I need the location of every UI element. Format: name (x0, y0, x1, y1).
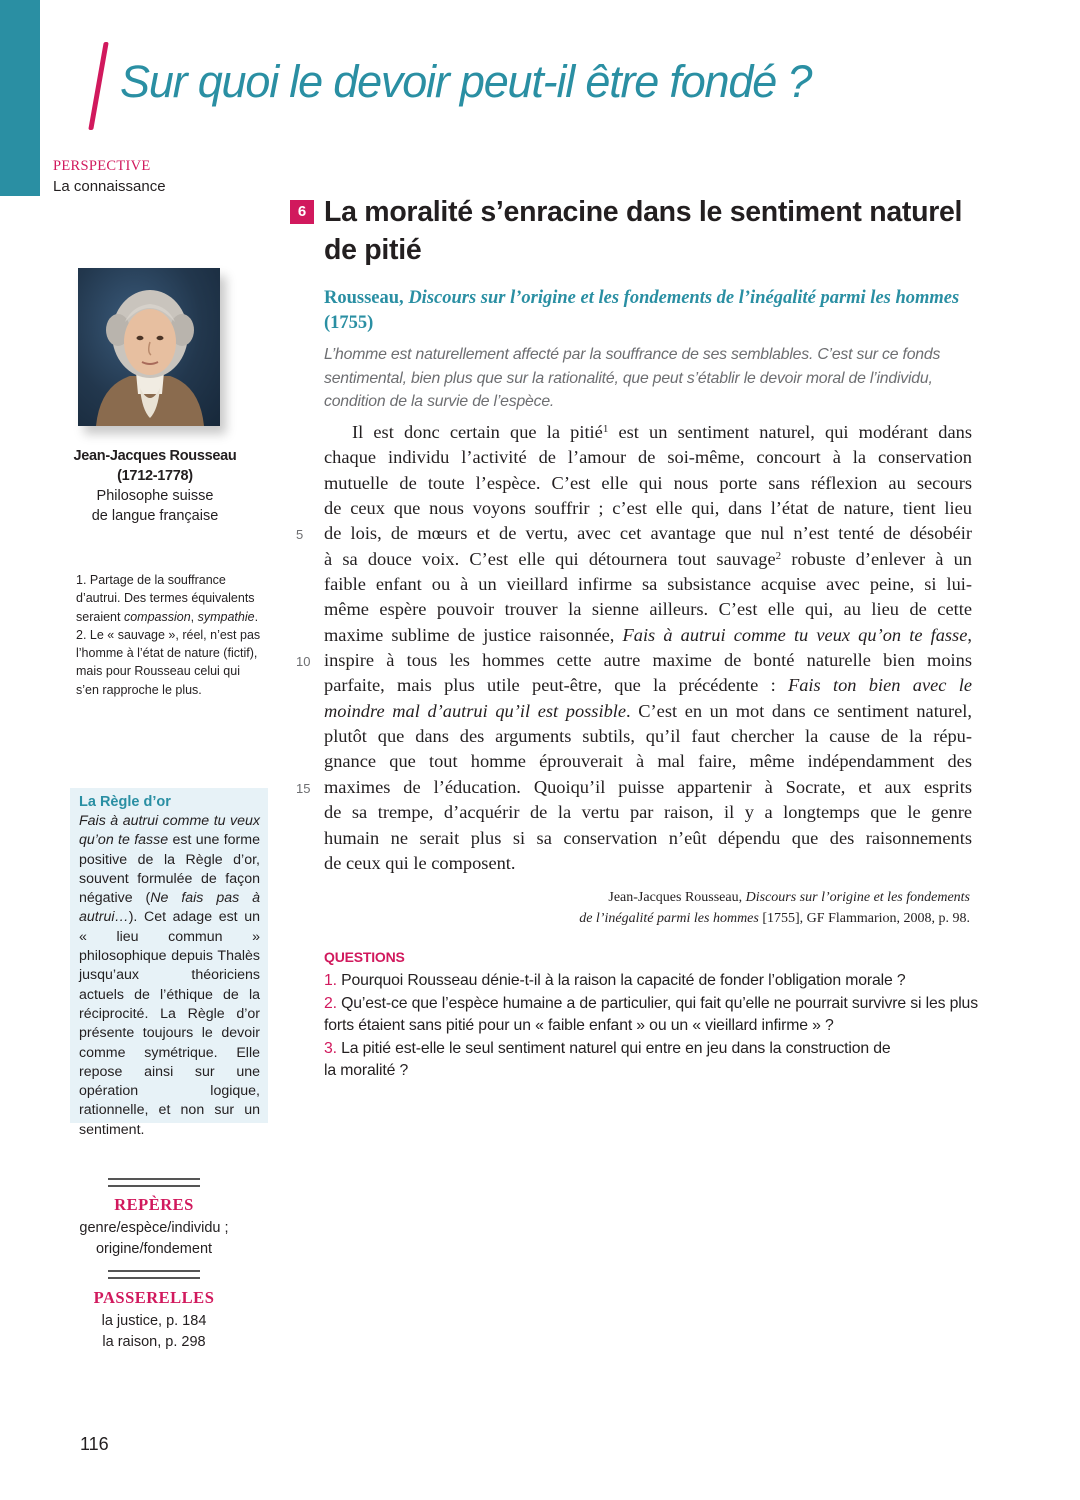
text-line (324, 673, 972, 698)
text-line: chaque individu l’activité de l’amour de soi-même, concourt à la conservation (324, 447, 972, 468)
text-run: parfaite, mais plus utile peut-être, que la précédente : (324, 675, 788, 696)
citation-work: de l’inégalité parmi les hommes (579, 911, 759, 926)
divider-double-rule (108, 1178, 200, 1187)
source-author: Rousseau, (324, 288, 409, 308)
text-run: robuste d’enlever à un (781, 548, 973, 569)
footnote-1 (76, 571, 266, 626)
citation-line-1 (430, 887, 970, 908)
maxim-italic: moindre mal d’autrui qu’il est possible (324, 700, 627, 721)
text-line: inspire à tous les hommes cette autre maxime de bonté naturelle bien moins (324, 650, 972, 671)
perspective-label: PERSPECTIVE (53, 158, 151, 174)
text-run: à sa douce voix. C’est elle qui détournera tout sauvage (324, 548, 776, 569)
reperes-line-2: origine/fondement (95, 1240, 213, 1257)
line-number-10: 10 (296, 654, 311, 669)
text-run: , (967, 624, 972, 645)
document-title: La moralité s’enracine dans le sentiment naturel de pitié (324, 196, 963, 266)
document-body (324, 420, 972, 876)
text-line: maximes de l’éducation. Quoiqu’il puisse appartenir à Socrate, et aux esprits (324, 776, 972, 797)
text-line (324, 547, 972, 572)
citation-work: Discours sur l’origine et les fondements (745, 890, 970, 905)
maxim-italic: Fais ton bien avec le (788, 675, 972, 696)
citation-author: Jean-Jacques Rousseau, (608, 890, 746, 905)
author-name: Jean-Jacques Rousseau (73, 448, 237, 464)
footnote-1-text: 1. Partage de la souffrance d’autrui. Des termes équivalents seraient (76, 573, 255, 624)
reperes-heading: REPÈRES (114, 1195, 194, 1214)
text-line (324, 699, 972, 724)
passerelle-link-justice[interactable]: la justice, p. 184 (101, 1313, 207, 1329)
teal-margin-bar (0, 0, 40, 196)
perspective-value: La connaissance (53, 178, 166, 195)
title-accent-slash (88, 42, 109, 130)
line-number-15: 15 (296, 781, 311, 796)
footnote-1-term-2: sympathie (197, 609, 255, 624)
author-dates: (1712-1778) (117, 468, 193, 484)
document-source (324, 286, 984, 336)
question-number: 2. (324, 994, 337, 1012)
reperes-line-1: genre/espèce/individu ; (79, 1220, 229, 1236)
questions-heading: QUESTIONS (324, 949, 405, 965)
footnote-2: 2. Le « sauvage », réel, n’est pas l’homme à l’état de nature (fictif), mais pour Rousseau celui qui s’en rapproche le plus. (76, 627, 261, 697)
page-title: Sur quoi le devoir peut-il être fondé ? (120, 56, 812, 107)
passerelles-list (60, 1311, 248, 1352)
divider-double-rule (108, 1270, 200, 1279)
footnotes (76, 571, 266, 699)
golden-rule-heading: La Règle d’or (79, 794, 171, 810)
author-desc-1: Philosophe suisse (96, 488, 214, 504)
maxim-italic: Fais à autrui comme tu veux qu’on te fasse (622, 624, 968, 645)
golden-rule-text-2: ). Cet adage est un « lieu commun » philosophique depuis Thalès jusqu’aux théoriciens actuels de l’éthique de la réciprocité. La Règle d’or présente toujours le devoir comme symétrique. Elle repose ainsi sur une opération logique, rationnelle, et non sur un sentiment. (79, 909, 260, 1138)
footnote-1-end: . (254, 609, 259, 624)
footnote-ref-2: 2 (775, 549, 782, 562)
golden-rule-maxim: Fais à autrui comme tu veux qu’on te fasse (79, 813, 260, 849)
text-line: faible enfant ou à un vieillard infirme sa subsistance acquise avec peine, si lui- (324, 574, 972, 595)
passerelles-heading: PASSERELLES (93, 1288, 215, 1307)
text-line: de sa trempe, d’acquérir de la vertu par raison, il y a longtemps que le genre (324, 802, 972, 823)
source-year: (1755) (324, 313, 374, 333)
author-caption (60, 446, 250, 526)
footnote-ref-1: 1 (602, 423, 609, 435)
text-run: . C’est en un mot dans ce sentiment naturel, (626, 700, 972, 721)
text-line (324, 623, 972, 648)
text-line: gnance que tout homme éprouverait à mal faire, même indépendamment des (324, 751, 972, 772)
golden-rule-text-1: est une forme positive de la Règle d’or, souvent formulée de façon négative ( (79, 832, 260, 907)
text-line: humain ne serait plus si sa conservation n’eût dépendu que des raisonnements (324, 827, 972, 848)
citation-details: [1755], GF Flammarion, 2008, p. 98. (758, 911, 970, 926)
text-line: de lois, de mœurs et de vertu, avec cet avantage que nul n’est tenté de désobéir (324, 523, 972, 544)
question-text: Qu’est-ce que l’espèce humaine a de particulier, qui fait qu’elle ne pourrait survivre si les plus forts étaient sans pitié pour un « faible enfant » ou un « vieillard infirme » ? (324, 994, 978, 1034)
author-desc-2: de langue française (91, 508, 219, 524)
page-number: 116 (80, 1434, 109, 1454)
citation-line-2 (430, 908, 970, 929)
question-number: 1. (324, 972, 337, 989)
text-line (324, 420, 972, 445)
document-intro: L’homme est naturellement affecté par la souffrance de ses semblables. C’est sur ce fonds sentimental, bien plus que sur la rationalité, que peut s’établir le devoir moral de l’individu, condition de la survie de l’espèce. (324, 346, 941, 410)
text-line: même espère pouvoir trouver la sienne ailleurs. C’est elle qui, au lieu de cette (324, 599, 972, 620)
footnote-1-sep: , (190, 609, 198, 624)
source-work: Discours sur l’origine et les fondements de l’inégalité parmi les hommes (408, 288, 960, 308)
reperes-list (60, 1218, 248, 1259)
text-line: mutuelle de toute l’espèce. C’est elle qui nous porte sans réflexion au secours (324, 472, 972, 493)
question-item (324, 993, 984, 1038)
line-number-5: 5 (296, 527, 304, 542)
question-text: La pitié est-elle le seul sentiment naturel qui entre en jeu dans la construction de la moralité ? (324, 1039, 891, 1079)
question-item (324, 970, 984, 993)
question-item (324, 1038, 904, 1083)
questions-list (324, 970, 984, 1083)
question-text: Pourquoi Rousseau dénie-t-il à la raison la capacité de fonder l’obligation morale ? (336, 972, 906, 989)
question-number: 3. (324, 1039, 337, 1057)
citation (430, 887, 970, 929)
passerelle-link-raison[interactable]: la raison, p. 298 (102, 1333, 206, 1350)
golden-rule-negative: Ne fais pas à autrui… (79, 890, 260, 926)
golden-rule-box (70, 788, 268, 1138)
text-line: de ceux qui le composent. (324, 852, 516, 873)
text-line: plutôt que dans des arguments subtils, qu’il faut chercher la cause de la répu- (324, 726, 972, 747)
document-number-badge: 6 (290, 200, 314, 224)
text-run: est un sentiment naturel, qui modérant dans (608, 422, 972, 442)
golden-rule-text (79, 812, 260, 1140)
text-run: maxime sublime de justice raisonnée, (324, 624, 623, 645)
author-portrait (78, 268, 220, 426)
footnote-1-term-1: compassion (123, 609, 191, 624)
text-run: Il est donc certain que la pitié (352, 422, 603, 442)
text-line: de ceux que nous voyons souffrir ; c’est elle qui, dans l’état de nature, tient lieu (324, 498, 972, 519)
